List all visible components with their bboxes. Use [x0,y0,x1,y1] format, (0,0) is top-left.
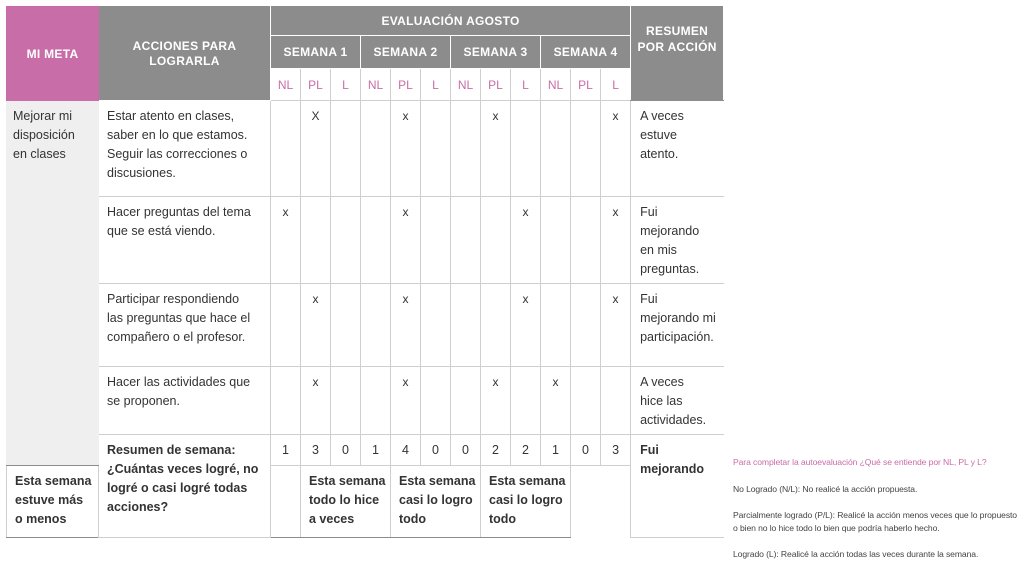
week-header-1: SEMANA 1 [271,36,361,69]
mark-cell [451,284,481,367]
goal-line: Mejorar mi [13,109,73,123]
mark-cell [361,197,391,284]
mark-cell: x [601,101,631,197]
week-summary-text-line: todo [399,512,427,526]
subcol-nl-w4: NL [541,69,571,101]
action-summary-cell [631,101,724,197]
action-summary-line: A veces [640,109,684,123]
action-cell [99,367,271,435]
week-count-cell: 3 [301,435,331,466]
mark-cell [421,101,451,197]
mark-cell: x [601,197,631,284]
week-summary-text-4 [481,466,571,538]
week-count-cell: 4 [391,435,421,466]
mark-cell: x [391,197,421,284]
mark-cell [361,284,391,367]
evaluation-header: EVALUACIÓN AGOSTO [271,7,631,36]
week-count-cell: 1 [361,435,391,466]
self-evaluation-table [6,6,724,538]
week-summary-text-line: casi lo logro [489,493,563,507]
week-summary-text-line: Esta semana [489,474,566,488]
week-count-cell: 0 [421,435,451,466]
week-header-3: SEMANA 3 [451,36,541,69]
mark-cell [421,367,451,435]
mark-cell [481,284,511,367]
week-count-cell: 0 [451,435,481,466]
summary-header-line2: POR ACCIÓN [637,40,717,54]
legend-l: Logrado (L): Realicé la acción todas las veces durante la semana. [733,549,979,559]
mark-cell: x [301,367,331,435]
week-header-4: SEMANA 4 [541,36,631,69]
week-summary-text-line: todo [489,512,517,526]
week-count-cell: 2 [511,435,541,466]
mark-cell: X [301,101,331,197]
action-line: compañero o el profesor. [107,330,246,344]
week-summary-text-line: Esta semana [309,474,386,488]
subcol-l-w2: L [421,69,451,101]
subcol-nl-w1: NL [271,69,301,101]
mark-cell [451,367,481,435]
week-summary-text-line: Esta semana [15,474,92,488]
mark-cell [451,101,481,197]
action-line: se proponen. [107,394,180,408]
week-count-cell: 0 [331,435,361,466]
action-line: saber en lo que estamos. [107,128,248,142]
legend [733,456,1018,574]
mark-cell [271,284,301,367]
week-summary-row [7,435,724,466]
week-summary-text-line: todo lo hice [309,493,380,507]
table-row [7,101,724,197]
mark-cell [481,197,511,284]
mark-cell: x [391,101,421,197]
subcol-pl-w4: PL [571,69,601,101]
mark-cell: x [541,367,571,435]
action-summary-line: en mis [640,243,677,257]
mark-cell: x [511,284,541,367]
action-cell [99,101,271,197]
mark-cell [511,101,541,197]
action-line: Hacer preguntas del tema [107,205,251,219]
week-count-cell: 0 [571,435,601,466]
week-count-cell: 1 [271,435,301,466]
subcol-nl-w3: NL [451,69,481,101]
week-summary-label-line: acciones? [107,500,169,514]
subcol-l-w3: L [511,69,541,101]
action-summary-line: A veces [640,375,684,389]
mark-cell [331,367,361,435]
mark-cell: x [511,197,541,284]
summary-header-line1: RESUMEN [646,24,709,38]
action-summary-cell [631,284,724,367]
mark-cell: x [601,284,631,367]
action-summary-cell [631,197,724,284]
week-summary-label-line: ¿Cuántas veces logré, no [107,462,259,476]
action-cell [99,197,271,284]
mark-cell [421,197,451,284]
week-summary-text-3 [391,466,481,538]
week-summary-text-2 [301,466,391,538]
goal-line: en clases [13,147,66,161]
week-summary-label-line: logré o casi logré todas [107,481,248,495]
mark-cell [451,197,481,284]
goal-cell [7,101,99,466]
week-summary-text-line: a veces [309,512,355,526]
mark-cell [541,284,571,367]
action-line: las preguntas que hace el [107,311,251,325]
week-summary-text-line: o menos [15,512,67,526]
mark-cell [571,101,601,197]
action-summary-line: hice las [640,394,683,408]
actions-header [99,7,271,101]
week-count-cell: 3 [601,435,631,466]
mark-cell [511,367,541,435]
mark-cell: x [481,367,511,435]
action-summary-line: actividades. [640,413,707,427]
subcol-pl-w3: PL [481,69,511,101]
mark-cell [331,197,361,284]
subcol-pl-w2: PL [391,69,421,101]
subcol-l-w4: L [601,69,631,101]
mark-cell [271,367,301,435]
legend-nl: No Logrado (N/L): No realicé la acción propuesta. [733,484,918,494]
action-line: Estar atento en clases, [107,109,235,123]
mark-cell [571,367,601,435]
final-result-line: Fui [640,443,659,457]
final-result-cell [631,435,724,538]
subcol-l-w1: L [331,69,361,101]
mark-cell: x [271,197,301,284]
table-row [7,197,724,284]
mark-cell [541,101,571,197]
goal-header: MI META [7,7,99,101]
mark-cell [361,101,391,197]
action-summary-line: Fui mejorando [640,205,700,238]
week-summary-text-line: casi lo logro [399,493,473,507]
action-line: Participar respondiendo [107,292,240,306]
week-count-cell: 1 [541,435,571,466]
action-cell [99,284,271,367]
action-summary-cell [631,367,724,435]
action-summary-line: atento. [640,147,679,161]
action-line: discusiones. [107,166,176,180]
mark-cell [541,197,571,284]
mark-cell [271,101,301,197]
week-summary-text-line: Esta semana [399,474,476,488]
action-line: Hacer las actividades que [107,375,251,389]
final-result-line: mejorando [640,462,705,476]
mark-cell: x [391,367,421,435]
mark-cell: x [391,284,421,367]
subcol-nl-w2: NL [361,69,391,101]
goal-line: disposición [13,128,75,142]
action-summary-line: preguntas. [640,262,700,276]
mark-cell: x [301,284,331,367]
mark-cell [361,367,391,435]
action-summary-line: participación. [640,330,714,344]
action-summary-line: estuve [640,128,677,142]
mark-cell [301,197,331,284]
action-summary-line: Fui [640,292,658,306]
action-line: Seguir las correcciones o [107,147,248,161]
legend-question: Para completar la autoevaluación ¿Qué se entiende por NL, PL y L? [733,457,987,467]
table-row [7,367,724,435]
subcol-pl-w1: PL [301,69,331,101]
summary-header [631,7,724,101]
week-count-cell: 2 [481,435,511,466]
legend-pl: Parcialmente logrado (P/L): Realicé la acción menos veces que lo propuesto o bien no lo hice todo lo bien que podría haberlo hecho. [733,510,1017,533]
table-row [7,284,724,367]
mark-cell: x [481,101,511,197]
actions-header-line1: ACCIONES PARA [132,38,237,53]
action-summary-line: mejorando mi [640,311,716,325]
mark-cell [571,284,601,367]
week-summary-text-line: estuve más [15,493,84,507]
action-line: que se está viendo. [107,224,216,238]
week-header-2: SEMANA 2 [361,36,451,69]
actions-header-line2: LOGRARLA [149,53,220,68]
mark-cell [601,367,631,435]
mark-cell [421,284,451,367]
mark-cell [571,197,601,284]
mark-cell [331,284,361,367]
week-summary-label-line: Resumen de semana: [107,443,236,457]
mark-cell [331,101,361,197]
